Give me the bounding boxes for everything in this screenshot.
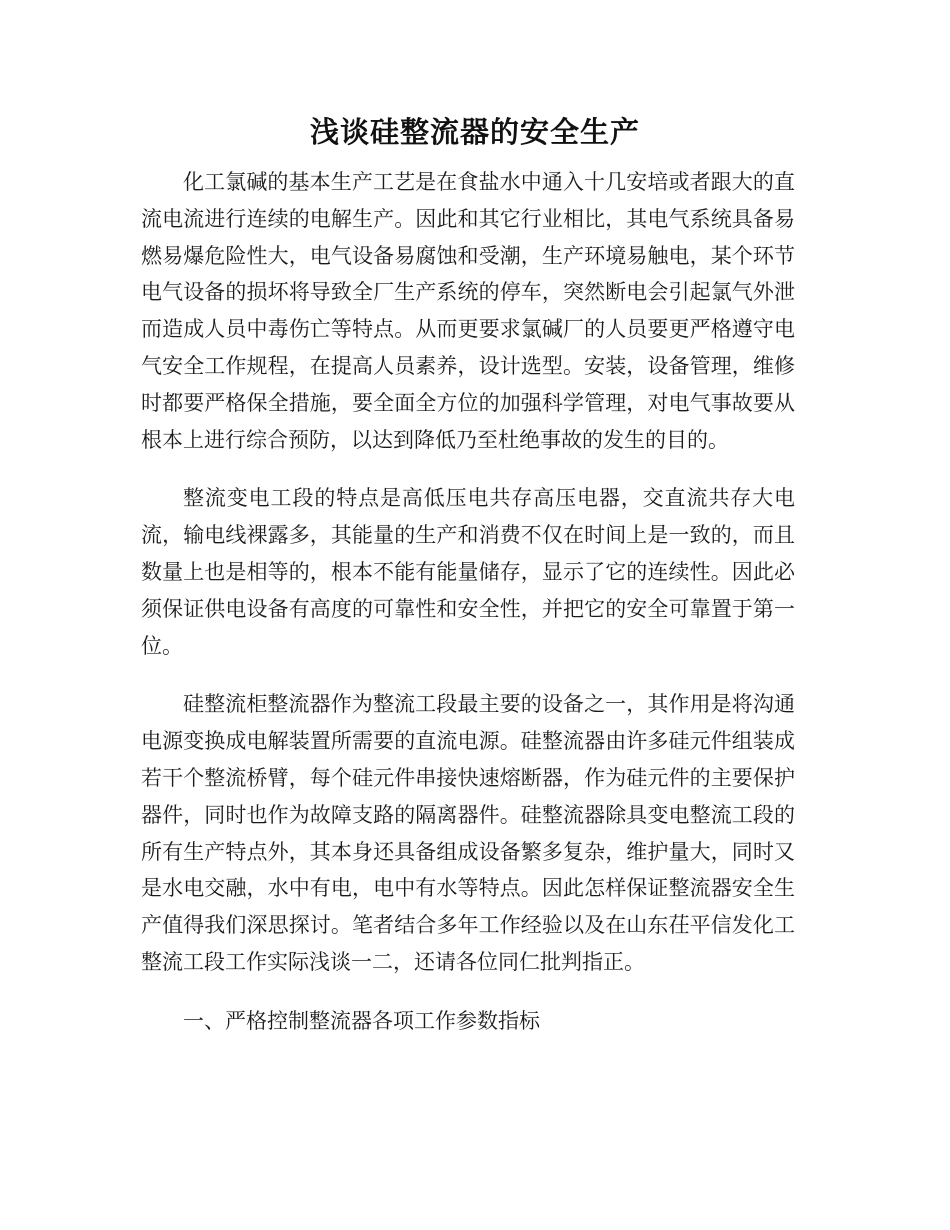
paragraph-silicon-rectifier: 硅整流柜整流器作为整流工段最主要的设备之一，其作用是将沟通电源变换成电解装置所需要的直流电源。硅整流器由许多硅元件组装成若干个整流桥臂，每个硅元件串接快速熔断器，作为硅元件的主要保护器件，同时也作为故障支路的隔离器件。硅整流器除具变电整流工段的所有生产特点外，其本身还具备组成设备繁多复杂，维护量大，同时又是水电交融，水中有电，电中有水等特点。因此怎样保证整流器安全生产值得我们深思探讨。笔者结合多年工作经验以及在山东茌平信发化工整流工段工作实际浅谈一二，还请各位同仁批判指正。 <box>141 692 795 974</box>
section-heading-1: 一、严格控制整流器各项工作参数指标 <box>183 1008 540 1033</box>
document-title: 浅谈硅整流器的安全生产 <box>309 115 640 149</box>
paragraph-rectifier-section-features: 整流变电工段的特点是高低压电共存高压电器，交直流共存大电流，输电线裸露多，其能量的生产和消费不仅在时间上是一致的，而且数量上也是相等的，根本不能有能量储存，显示了它的连续性。因此必须保证供电设备有高度的可靠性和安全性，并把它的安全可靠置于第一位。 <box>141 486 795 658</box>
document-body <box>141 164 795 1040</box>
paragraph-intro: 化工氯碱的基本生产工艺是在食盐水中通入十几安培或者跟大的直流电流进行连续的电解生产。因此和其它行业相比，其电气系统具备易燃易爆危险性大，电气设备易腐蚀和受潮，生产环境易触电，某个环节电气设备的损坏将导致全厂生产系统的停车，突然断电会引起氯气外泄而造成人员中毒伤亡等特点。从而更要求氯碱厂的人员要更严格遵守电气安全工作规程，在提高人员素养，设计选型。安装，设备管理，维修时都要严格保全措施，要全面全方位的加强科学管理，对电气事故要从根本上进行综合预防，以达到降低乃至杜绝事故的发生的目的。 <box>141 170 795 452</box>
